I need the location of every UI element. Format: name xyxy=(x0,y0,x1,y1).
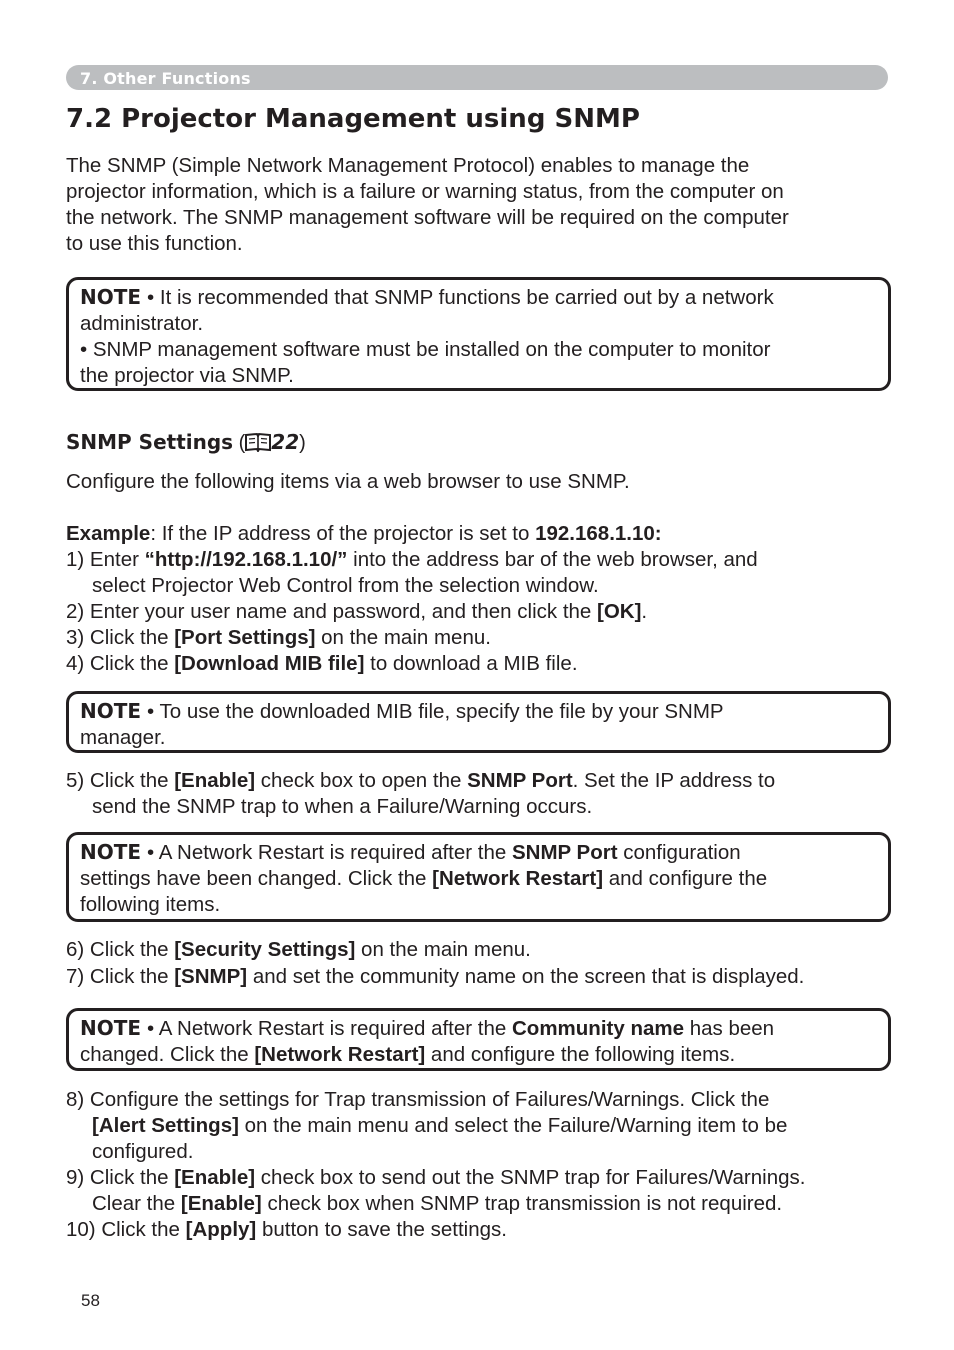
note-text: following items. xyxy=(80,893,221,916)
step-text: on the main menu. xyxy=(355,938,531,961)
menu-ref: [Download MIB file] xyxy=(174,652,365,675)
menu-ref: [Security Settings] xyxy=(174,938,356,961)
note-text: and configure the following items. xyxy=(425,1043,736,1066)
step-text: on the main menu and select the Failure/Warning item to be xyxy=(238,1114,788,1137)
ref-paren-open: ( xyxy=(233,432,246,454)
note-text: and configure the xyxy=(603,867,768,890)
note-text: has been xyxy=(684,1017,775,1040)
note-text: changed. Click the xyxy=(80,1043,255,1066)
intro-line: projector information, which is a failure or warning status, from the computer on xyxy=(66,180,784,203)
button-ref: [Network Restart] xyxy=(432,867,604,890)
step-text: 9) Click the xyxy=(66,1166,175,1189)
button-ref: [Enable] xyxy=(174,1166,256,1189)
step-text: . Set the IP address to xyxy=(572,769,776,792)
intro-line: to use this function. xyxy=(66,232,243,255)
note-text: administrator. xyxy=(80,312,204,335)
step-9-cont xyxy=(92,1191,782,1217)
button-ref: [Enable] xyxy=(180,1192,262,1215)
step-5 xyxy=(66,768,775,794)
example-label: Example xyxy=(66,522,151,545)
step-text: 10) Click the xyxy=(66,1218,186,1241)
step-text: check box when SNMP trap transmission is not required. xyxy=(261,1192,783,1215)
menu-ref: [Alert Settings] xyxy=(92,1114,239,1137)
note-label: NOTE xyxy=(80,699,142,723)
page-title: 7.2 Projector Management using SNMP xyxy=(66,104,640,134)
example-line xyxy=(66,521,662,547)
step-text: 4) Click the xyxy=(66,652,175,675)
note-text: • To use the downloaded MIB file, specify the file by your SNMP xyxy=(147,700,724,723)
section-header-bar xyxy=(66,65,888,90)
step-text: 7) Click the xyxy=(66,965,175,988)
step-text: on the main menu. xyxy=(315,626,491,649)
snmp-settings-heading xyxy=(66,430,306,455)
step-text: 2) Enter your user name and password, and then click the xyxy=(66,600,598,623)
step-text: check box to open the xyxy=(255,769,468,792)
note-text: settings have been changed. Click the xyxy=(80,867,433,890)
page-number: 58 xyxy=(81,1291,100,1310)
step-text: to download a MIB file. xyxy=(364,652,578,675)
ref-paren-close: ) xyxy=(299,432,306,454)
note-text: • A Network Restart is required after the xyxy=(147,1017,512,1040)
step-3 xyxy=(66,625,491,651)
step-text: 6) Click the xyxy=(66,938,175,961)
button-ref: [Enable] xyxy=(174,769,256,792)
button-ref: [OK] xyxy=(597,600,642,623)
term-ref: SNMP Port xyxy=(467,769,573,792)
note-text: • It is recommended that SNMP functions be carried out by a network xyxy=(147,286,774,309)
note-label: NOTE xyxy=(80,840,142,864)
section-label: 7. Other Functions xyxy=(80,69,251,88)
note-text: the projector via SNMP. xyxy=(80,364,294,387)
example-text: : If the IP address of the projector is set to xyxy=(150,522,536,545)
book-icon xyxy=(245,432,271,452)
step-6 xyxy=(66,937,531,963)
step-text: . xyxy=(641,600,648,623)
menu-ref: [SNMP] xyxy=(174,965,248,988)
note-box xyxy=(66,1008,891,1071)
step-1-cont: select Projector Web Control from the selection window. xyxy=(92,574,599,597)
note-text: • SNMP management software must be installed on the computer to monitor xyxy=(80,338,771,361)
page-ref[interactable]: 22 xyxy=(271,430,300,454)
step-8-cont: configured. xyxy=(92,1140,194,1163)
step-7 xyxy=(66,964,804,990)
example-ip: 192.168.1.10: xyxy=(535,522,662,545)
note-label: NOTE xyxy=(80,285,142,309)
step-text: Clear the xyxy=(92,1192,181,1215)
url-text: “http://192.168.1.10/” xyxy=(144,548,348,571)
step-text: 3) Click the xyxy=(66,626,175,649)
step-9 xyxy=(66,1165,805,1191)
menu-ref: [Port Settings] xyxy=(174,626,316,649)
note-text: manager. xyxy=(80,726,166,749)
term-ref: Community name xyxy=(512,1017,684,1040)
note-box xyxy=(66,691,891,753)
configure-text: Configure the following items via a web browser to use SNMP. xyxy=(66,470,630,493)
note-text: configuration xyxy=(617,841,741,864)
step-text: and set the community name on the screen that is displayed. xyxy=(247,965,805,988)
note-text: • A Network Restart is required after the xyxy=(147,841,512,864)
step-text: check box to send out the SNMP trap for Failures/Warnings. xyxy=(255,1166,806,1189)
step-4 xyxy=(66,651,578,677)
button-ref: [Network Restart] xyxy=(254,1043,426,1066)
step-text: 1) Enter xyxy=(66,548,145,571)
snmp-settings-title: SNMP Settings xyxy=(66,430,234,454)
note-label: NOTE xyxy=(80,1016,142,1040)
button-ref: [Apply] xyxy=(185,1218,257,1241)
intro-line: The SNMP (Simple Network Management Protocol) enables to manage the xyxy=(66,154,750,177)
step-10 xyxy=(66,1217,507,1243)
term-ref: SNMP Port xyxy=(512,841,618,864)
step-text: button to save the settings. xyxy=(256,1218,507,1241)
step-5-cont: send the SNMP trap to when a Failure/Warning occurs. xyxy=(92,795,593,818)
step-8-cont xyxy=(92,1113,787,1139)
step-1 xyxy=(66,547,758,573)
intro-line: the network. The SNMP management software will be required on the computer xyxy=(66,206,789,229)
step-text: 5) Click the xyxy=(66,769,175,792)
note-box xyxy=(66,277,891,391)
step-8: 8) Configure the settings for Trap transmission of Failures/Warnings. Click the xyxy=(66,1088,770,1111)
step-text: into the address bar of the web browser, and xyxy=(347,548,758,571)
note-box xyxy=(66,832,891,922)
step-2 xyxy=(66,599,647,625)
